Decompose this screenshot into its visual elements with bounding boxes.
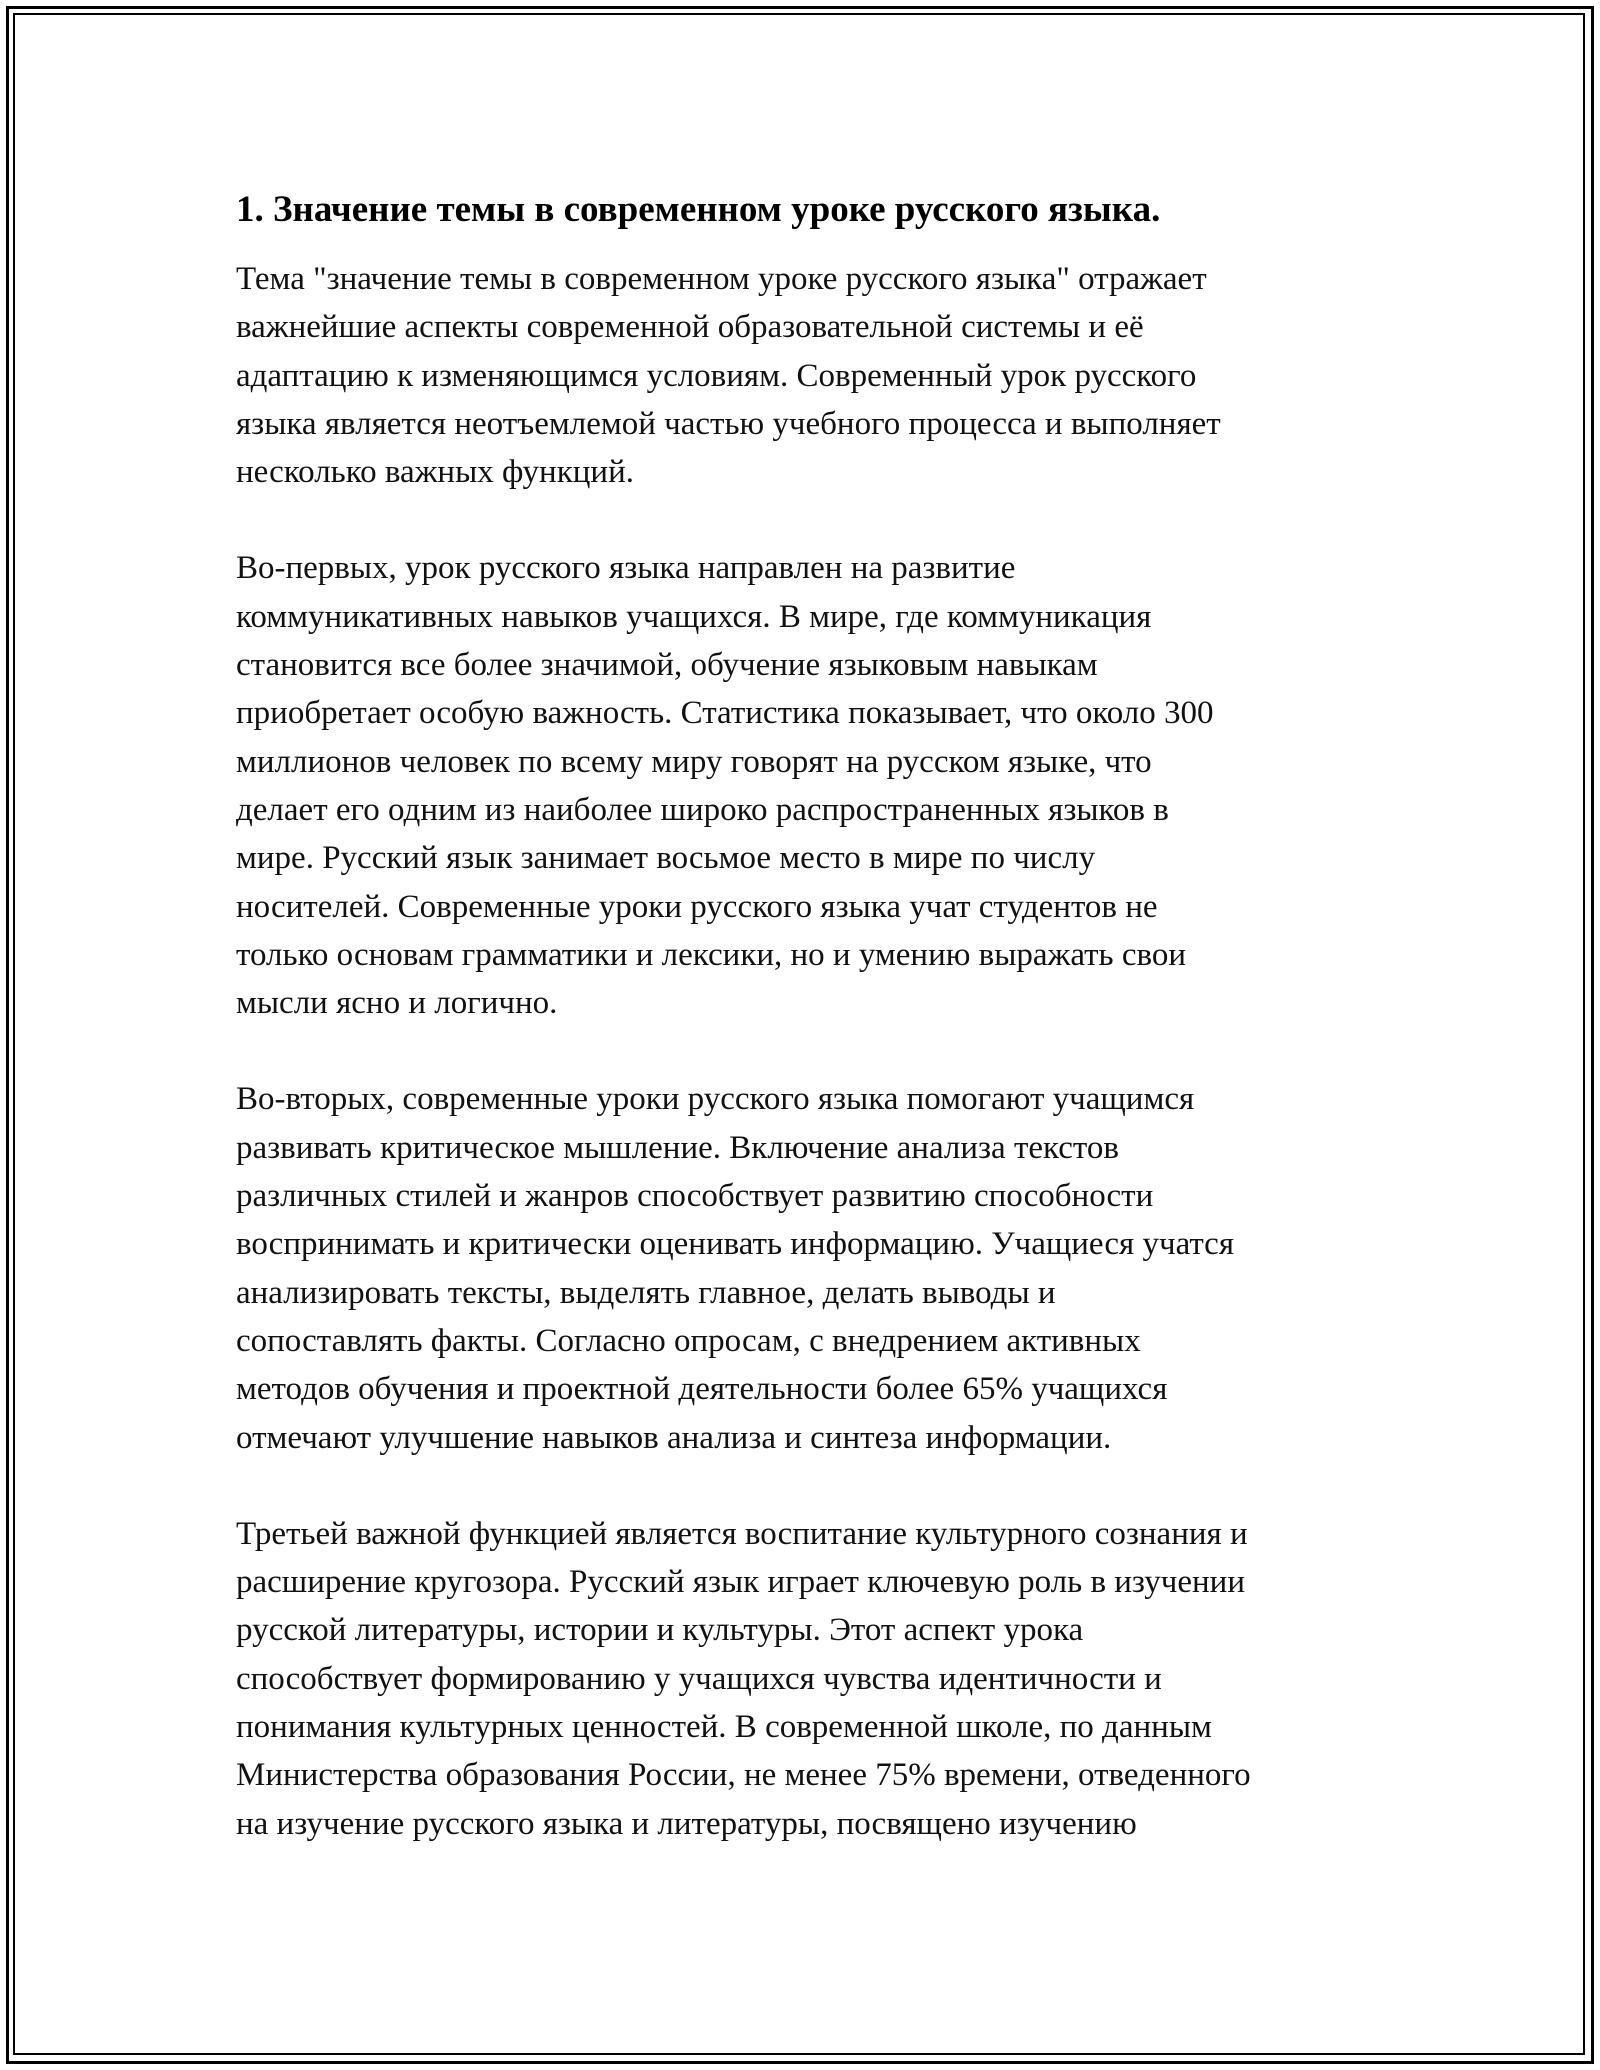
paragraph-line: приобретает особую важность. Статистика показывает, что около 300 bbox=[236, 695, 1214, 732]
paragraph bbox=[236, 1510, 1396, 1848]
paragraph-line: расширение кругозора. Русский язык играет ключевую роль в изучении bbox=[236, 1564, 1245, 1601]
paragraph bbox=[236, 1075, 1396, 1461]
paragraph-line: миллионов человек по всему миру говорят на русском языке, что bbox=[236, 743, 1152, 780]
paragraph-line: Во-вторых, современные уроки русского языка помогают учащимся bbox=[236, 1081, 1195, 1118]
paragraph-list bbox=[236, 255, 1396, 1848]
paragraph-line: понимания культурных ценностей. В современной школе, по данным bbox=[236, 1709, 1212, 1746]
paragraph-line: русской литературы, истории и культуры. Этот аспект урока bbox=[236, 1612, 1084, 1649]
paragraph-line: развивать критическое мышление. Включение анализа текстов bbox=[236, 1129, 1119, 1166]
paragraph-line: только основам грамматики и лексики, но и умению выражать свои bbox=[236, 936, 1187, 973]
section-heading: 1. Значение темы в современном уроке русского языка. bbox=[236, 189, 1161, 230]
paragraph-line: воспринимать и критически оценивать информацию. Учащиеся учатся bbox=[236, 1226, 1235, 1263]
paragraph-line: делает его одним из наиболее широко распространенных языков в bbox=[236, 791, 1169, 828]
paragraph-line: Тема "значение темы в современном уроке русского языка" отражает bbox=[236, 261, 1207, 297]
paragraph-line: становится все более значимой, обучение языковым навыкам bbox=[236, 647, 1098, 684]
paragraph-line: языка является неотъемлемой частью учебного процесса и выполняет bbox=[236, 405, 1221, 442]
paragraph-line: несколько важных функций. bbox=[236, 454, 634, 491]
paragraph-line: коммуникативных навыков учащихся. В мире, где коммуникация bbox=[236, 598, 1152, 635]
paragraph-line: различных стилей и жанров способствует развитию способности bbox=[236, 1178, 1154, 1215]
paragraph-line: носителей. Современные уроки русского языка учат студентов не bbox=[236, 888, 1158, 925]
document-body bbox=[236, 186, 1396, 1896]
paragraph-line: отмечают улучшение навыков анализа и синтеза информации. bbox=[236, 1419, 1112, 1456]
paragraph-line: сопоставлять факты. Согласно опросам, с внедрением активных bbox=[236, 1322, 1141, 1359]
paragraph-line: мире. Русский язык занимает восьмое место в мире по числу bbox=[236, 840, 1096, 877]
paragraph-line: способствует формированию у учащихся чувства идентичности и bbox=[236, 1660, 1162, 1697]
paragraph-line: важнейшие аспекты современной образовательной системы и её bbox=[236, 309, 1144, 346]
paragraph-line: на изучение русского языка и литературы, посвящено изучению bbox=[236, 1805, 1137, 1842]
paragraph bbox=[236, 255, 1396, 496]
paragraph-line: Министерства образования России, не менее 75% времени, отведенного bbox=[236, 1757, 1251, 1794]
paragraph-line: Третьей важной функцией является воспитание культурного сознания и bbox=[236, 1515, 1248, 1552]
paragraph-line: методов обучения и проектной деятельности более 65% учащихся bbox=[236, 1371, 1168, 1408]
paragraph-line: адаптацию к изменяющимся условиям. Современный урок русского bbox=[236, 357, 1197, 394]
paragraph bbox=[236, 544, 1396, 1027]
paragraph-line: мысли ясно и логично. bbox=[236, 985, 558, 1022]
paragraph-line: Во-первых, урок русского языка направлен на развитие bbox=[236, 550, 1016, 587]
paragraph-line: анализировать тексты, выделять главное, делать выводы и bbox=[236, 1274, 1056, 1311]
